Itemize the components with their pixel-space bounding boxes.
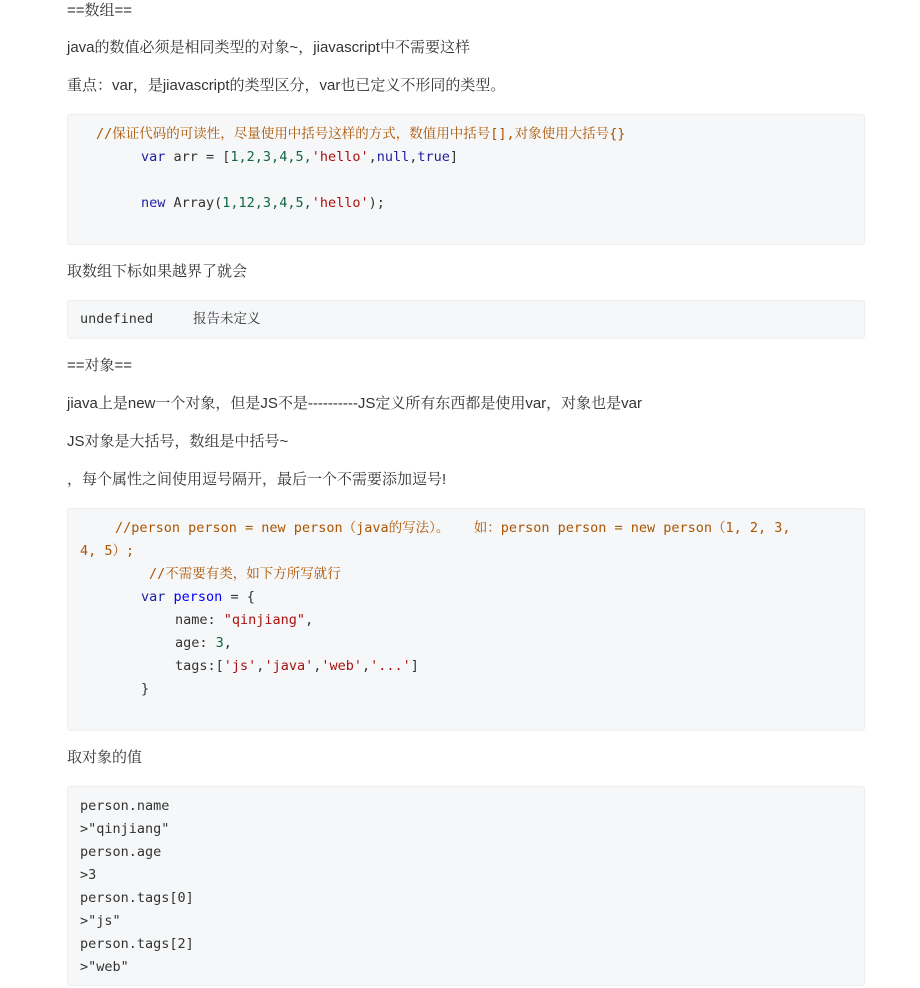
paragraph-get-object-value: 取对象的值	[67, 749, 143, 766]
code-line-undefined-note: 报告未定义	[193, 311, 261, 327]
code-line-new-array: new Array(1,12,3,4,5,'hello');	[141, 195, 385, 211]
code-comment-no-class: //不需要有类，如下方所写就行	[149, 566, 341, 582]
paragraph-js-object-braces: JS对象是大括号，数组是中括号~	[67, 433, 289, 450]
code-line-close-brace: }	[141, 681, 150, 697]
code-line: >3	[80, 867, 97, 883]
code-comment: //保证代码的可读性，尽量使用中括号这样的方式，数值用中括号[],对象使用大括号{}	[96, 126, 626, 142]
paragraph-java-array: java的数值必须是相同类型的对象~，jiavascript中不需要这样	[67, 39, 470, 56]
code-comment-java: //person person = new person（java的写法）。 如：person person = new person（1, 2, 3,	[115, 520, 791, 536]
heading-array: ==数组==	[67, 2, 133, 19]
code-block-access	[67, 786, 865, 986]
paragraph-index-out-of-bounds: 取数组下标如果越界了就会	[67, 263, 248, 280]
code-line: >"qinjiang"	[80, 821, 170, 837]
code-line-age: age: 3,	[175, 635, 232, 651]
paragraph-java-object: jiava上是new一个对象，但是JS不是----------JS定义所有东西都是使用var，对象也是var	[67, 395, 643, 412]
code-comment-java-cont: 4, 5）;	[80, 543, 135, 559]
code-line-var-person: var person = {	[141, 589, 255, 605]
code-line: >"web"	[80, 959, 129, 975]
code-line: person.tags[0]	[80, 890, 194, 906]
code-line-name: name: "qinjiang",	[175, 612, 314, 628]
code-line: person.tags[2]	[80, 936, 194, 952]
code-block-undefined	[67, 300, 865, 339]
code-line-undefined: undefined	[80, 311, 154, 327]
heading-object: ==对象==	[67, 357, 133, 374]
code-block-object	[67, 508, 865, 731]
paragraph-comma-rule: ，每个属性之间使用逗号隔开，最后一个不需要添加逗号!	[67, 471, 447, 488]
paragraph-var-note: 重点：var，是jiavascript的类型区分，var也已定义不形同的类型。	[67, 77, 506, 94]
code-block-array	[67, 114, 865, 245]
code-line: >"js"	[80, 913, 121, 929]
code-line: person.age	[80, 844, 162, 860]
code-line-tags: tags:['js','java','web','...']	[175, 658, 419, 674]
code-line-var-arr: var arr = [1,2,3,4,5,'hello',null,true]	[141, 149, 459, 165]
code-line: person.name	[80, 798, 170, 814]
